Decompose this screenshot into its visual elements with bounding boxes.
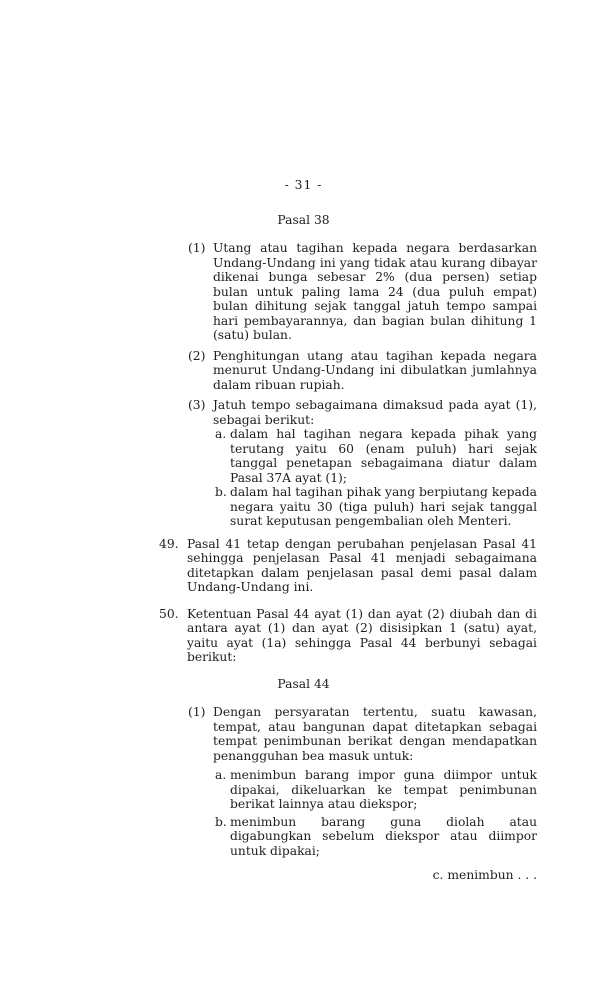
ayat-number: (1) [188,705,206,719]
pasal-44-body [159,705,537,883]
amendment-item-50 [159,607,537,665]
ayat-text: Dengan persyaratan tertentu, suatu kawasan, tempat, atau bangunan dapat ditetapkan sebagai tempat penimbunan berikat dengan mendapatkan penangguhan bea masuk untuk: [213,705,537,763]
ayat-number: (3) [188,398,206,412]
item-number: 50. [159,606,179,621]
sub-item-marker: b. [215,814,227,829]
item-number: 49. [159,536,179,551]
sub-item-text: menimbun barang impor guna diimpor untuk dipakai, dikeluarkan ke tempat penimbunan berikat lainnya atau diekspor; [230,768,537,811]
ayat-text: Utang atau tagihan kepada negara berdasarkan Undang-Undang ini yang tidak atau kurang dibayar dikenai bunga sebesar 2% (dua persen) setiap bulan untuk paling lama 24 (dua puluh empat) bulan dihitung sejak tanggal jatuh tempo sampai hari pembayarannya, dan bagian bulan dihitung 1 (satu) bulan. [213,241,537,342]
sub-item-a [213,427,537,485]
ayat-number: (1) [188,241,206,255]
pasal-38-heading: Pasal 38 [277,212,330,227]
pasal-38-body [159,241,537,665]
ayat-number: (2) [188,348,206,363]
ayat-text: Penghitungan utang atau tagihan kepada negara menurut Undang-Undang ini dibulatkan jumlahnya dalam ribuan rupiah. [213,348,537,392]
sub-item-list [213,768,537,858]
item-text: Pasal 41 tetap dengan perubahan penjelasan Pasal 41 sehingga penjelasan Pasal 41 menjadi sebagaimana ditetapkan dalam penjelasan pasal demi pasal dalam Undang-Undang ini. [187,536,537,594]
sub-item-text: dalam hal tagihan pihak yang berpiutang kepada negara yaitu 30 (tiga puluh) hari sejak tanggal surat keputusan pengembalian oleh Menteri. [230,485,537,528]
ayat-item-2 [159,349,537,393]
ayat-item-3 [159,398,537,529]
sub-item-text: dalam hal tagihan negara kepada pihak yang terutang yaitu 60 (enam puluh) hari sejak tanggal penetapan sebagaimana diatur dalam Pasal 37A ayat (1); [230,427,537,485]
sub-item-marker: a. [215,427,227,441]
catchword: c. menimbun . . . [432,868,537,882]
ayat-text: Jatuh tempo sebagaimana dimaksud pada ayat (1), sebagai berikut: [213,398,537,427]
ayat-item-44-1 [159,705,537,858]
sub-item-b [213,815,537,859]
ayat-item-1 [159,241,537,343]
sub-item-a [213,768,537,812]
sub-item-b [213,485,537,529]
sub-item-marker: a. [215,768,227,782]
page-number: - 31 - [284,178,323,192]
item-text: Ketentuan Pasal 44 ayat (1) dan ayat (2) diubah dan di antara ayat (1) dan ayat (2) disisipkan 1 (satu) ayat, yaitu ayat (1a) sehingga Pasal 44 berbunyi sebagai berikut: [187,606,537,664]
pasal-44-heading: Pasal 44 [277,676,330,691]
sub-item-text: menimbun barang guna diolah atau digabungkan sebelum diekspor atau diimpor untuk dipakai; [230,814,537,858]
amendment-item-49 [159,537,537,595]
sub-item-marker: b. [215,485,227,499]
sub-item-list [213,427,537,529]
